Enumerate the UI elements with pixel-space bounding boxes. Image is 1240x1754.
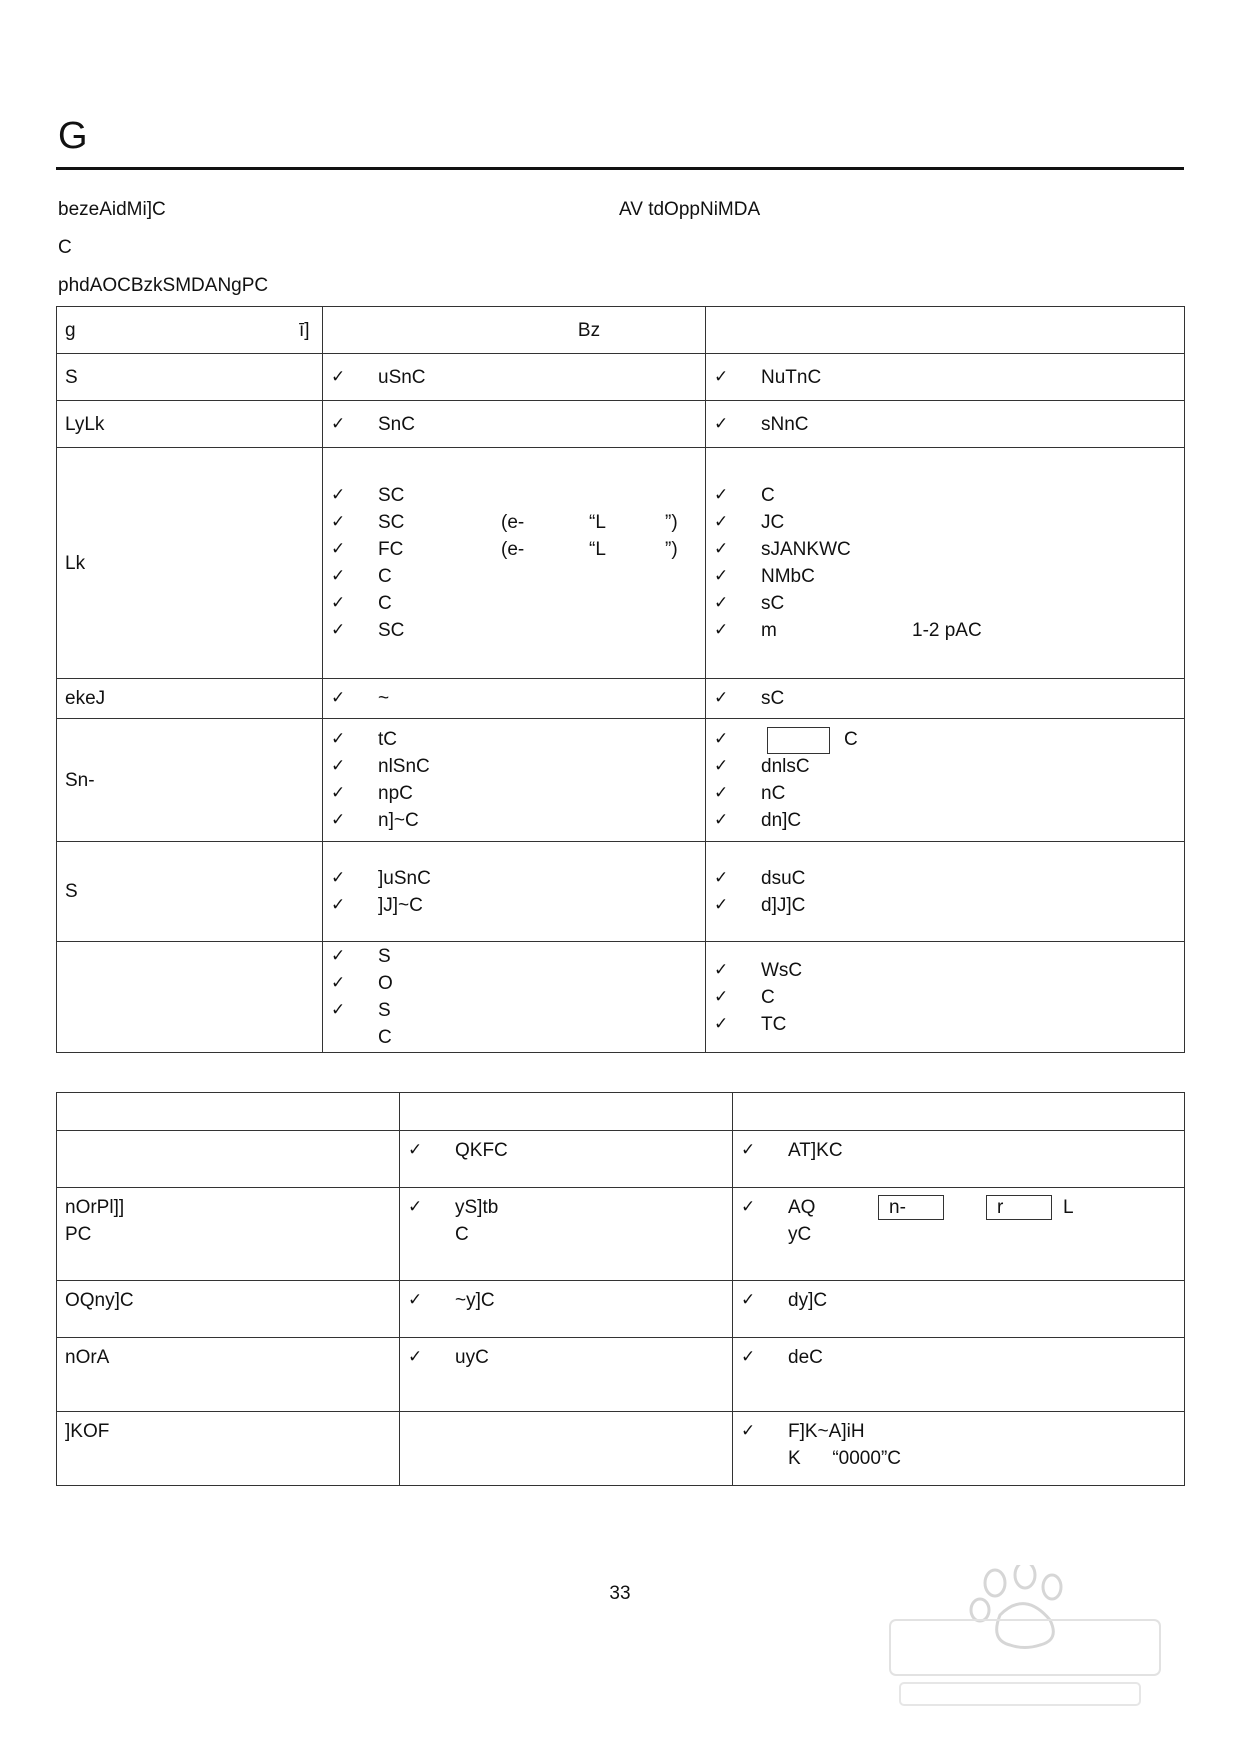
item-text: sC xyxy=(761,688,785,709)
item-note: ”) xyxy=(665,512,678,533)
item-text: SC xyxy=(378,620,405,641)
item-text: C xyxy=(761,986,775,1008)
check-icon: ✓ xyxy=(331,729,346,749)
list-item xyxy=(741,1418,1178,1445)
page-heading: G xyxy=(58,115,88,157)
list-item xyxy=(714,1011,1178,1038)
comparison-table-1 xyxy=(56,306,1185,1053)
item-text: yC xyxy=(788,1224,812,1245)
list-item xyxy=(331,509,699,536)
item-text: L xyxy=(1063,1197,1074,1218)
check-icon: ✓ xyxy=(714,539,729,559)
check-icon: ✓ xyxy=(714,867,729,888)
table-row xyxy=(57,401,1185,448)
item-text: SnC xyxy=(378,413,415,435)
list-item-continuation xyxy=(408,1221,726,1248)
check-icon: ✓ xyxy=(408,1290,423,1310)
item-note: ”) xyxy=(665,539,678,560)
item-text: C xyxy=(761,485,775,506)
row-col3 xyxy=(706,942,1185,1053)
item-text: n]~C xyxy=(378,810,419,831)
row-col3 xyxy=(733,1281,1185,1338)
item-text: m xyxy=(761,620,777,641)
row-col3 xyxy=(706,448,1185,679)
check-icon: ✓ xyxy=(331,485,346,505)
list-item xyxy=(714,563,1178,590)
row-label xyxy=(57,1131,400,1188)
check-icon: ✓ xyxy=(331,894,346,915)
check-icon: ✓ xyxy=(331,620,346,640)
item-text: S xyxy=(378,946,391,967)
row-label: Lk xyxy=(57,448,323,679)
table-row xyxy=(57,448,1185,679)
list-item xyxy=(331,685,699,712)
check-icon: ✓ xyxy=(331,539,346,559)
intro-line-1: bezeAidMi]C xyxy=(58,199,166,220)
row-label: OQny]C xyxy=(57,1281,400,1338)
item-text: ~ xyxy=(378,688,390,709)
table-row xyxy=(57,1338,1185,1412)
row-col3 xyxy=(733,1131,1185,1188)
list-item xyxy=(408,1194,726,1221)
item-text: K “0000”C xyxy=(788,1448,901,1469)
row-label: Sn- xyxy=(57,719,323,842)
list-item xyxy=(741,1194,1178,1221)
item-text: ~y]C xyxy=(455,1290,495,1311)
list-item xyxy=(408,1287,726,1314)
table-row xyxy=(57,942,1185,1053)
list-item xyxy=(408,1137,726,1164)
check-icon: ✓ xyxy=(331,566,346,586)
row-col2 xyxy=(400,1131,733,1188)
table-row xyxy=(57,1131,1185,1188)
comparison-table-2 xyxy=(56,1092,1185,1486)
intro-line-1-right: AV tdOppNiMDA xyxy=(619,199,761,220)
row-col2 xyxy=(323,354,706,401)
check-icon: ✓ xyxy=(741,1197,756,1217)
item-note: (e- xyxy=(501,512,525,533)
list-item xyxy=(331,590,699,617)
row-col2 xyxy=(323,842,706,942)
check-icon: ✓ xyxy=(714,894,729,915)
boxed-field: n- xyxy=(878,1195,944,1220)
item-text: WsC xyxy=(761,959,803,981)
check-icon: ✓ xyxy=(331,1000,346,1020)
row-label xyxy=(57,1188,400,1281)
check-icon: ✓ xyxy=(741,1140,756,1160)
list-item xyxy=(714,726,1178,753)
header-cell-2 xyxy=(400,1093,733,1131)
heading-rule xyxy=(56,167,1184,170)
item-text: dn]C xyxy=(761,810,802,831)
item-note: “L xyxy=(589,512,606,533)
list-item xyxy=(331,536,699,563)
item-text: AT]KC xyxy=(788,1140,843,1161)
check-icon: ✓ xyxy=(714,1013,729,1034)
check-icon: ✓ xyxy=(714,485,729,505)
row-col3 xyxy=(706,719,1185,842)
list-item xyxy=(331,997,699,1024)
row-label: LyLk xyxy=(57,401,323,448)
list-item xyxy=(714,892,1178,919)
check-icon: ✓ xyxy=(714,783,729,803)
item-text: C xyxy=(378,1027,392,1048)
row-label: ekeJ xyxy=(57,679,323,719)
list-item xyxy=(714,617,1178,644)
check-icon: ✓ xyxy=(331,867,346,888)
row-col2 xyxy=(323,401,706,448)
row-col3 xyxy=(733,1412,1185,1486)
list-item xyxy=(714,753,1178,780)
list-item xyxy=(331,753,699,780)
header-mark: ī] xyxy=(299,320,310,341)
header-cell-1-text: g xyxy=(65,319,76,341)
check-icon: ✓ xyxy=(714,366,729,387)
item-text: C xyxy=(455,1224,469,1245)
row-label: ]KOF xyxy=(57,1412,400,1486)
item-text: uSnC xyxy=(378,366,426,388)
item-text: tC xyxy=(378,729,397,750)
item-text: ]uSnC xyxy=(378,867,431,889)
item-text: deC xyxy=(788,1347,823,1368)
list-item xyxy=(331,943,699,970)
check-icon: ✓ xyxy=(714,756,729,776)
row-col2 xyxy=(323,719,706,842)
header-cell-1 xyxy=(57,1093,400,1131)
item-text: AQ xyxy=(788,1197,816,1218)
item-text: dsuC xyxy=(761,867,806,889)
check-icon: ✓ xyxy=(714,566,729,586)
list-item-continuation xyxy=(741,1445,1178,1472)
list-item xyxy=(714,984,1178,1011)
check-icon: ✓ xyxy=(331,366,346,387)
item-text: C xyxy=(378,566,392,587)
item-text: dy]C xyxy=(788,1290,828,1311)
item-text: npC xyxy=(378,783,413,804)
list-item xyxy=(741,1287,1178,1314)
item-text: d]J]C xyxy=(761,894,806,916)
item-text: NuTnC xyxy=(761,366,822,388)
check-icon: ✓ xyxy=(331,593,346,613)
check-icon: ✓ xyxy=(331,512,346,532)
check-icon: ✓ xyxy=(331,413,346,434)
item-text: yS]tb xyxy=(455,1197,499,1218)
check-icon: ✓ xyxy=(408,1347,423,1367)
table-row xyxy=(57,354,1185,401)
row-col3 xyxy=(706,679,1185,719)
row-col2 xyxy=(323,679,706,719)
item-note: “L xyxy=(589,539,606,560)
list-item xyxy=(714,865,1178,892)
check-icon: ✓ xyxy=(741,1347,756,1367)
list-item xyxy=(331,780,699,807)
list-item xyxy=(714,482,1178,509)
check-icon: ✓ xyxy=(714,986,729,1007)
header-cell-2-text: Bz xyxy=(577,319,601,341)
table-header-row xyxy=(57,1093,1185,1131)
item-text: uyC xyxy=(455,1347,489,1368)
row-col3 xyxy=(733,1188,1185,1281)
list-item xyxy=(331,807,699,834)
item-text: NMbC xyxy=(761,566,815,587)
check-icon: ✓ xyxy=(714,688,729,708)
check-icon: ✓ xyxy=(331,756,346,776)
row-col3 xyxy=(706,842,1185,942)
list-item xyxy=(714,780,1178,807)
list-item xyxy=(714,957,1178,984)
blank-box xyxy=(767,727,830,754)
row-col2 xyxy=(323,448,706,679)
header-cell-2 xyxy=(323,307,706,354)
list-item xyxy=(714,590,1178,617)
row-label-line: nOrPl]] xyxy=(65,1197,125,1218)
item-text: sJANKWC xyxy=(761,539,851,560)
list-item xyxy=(331,364,699,391)
list-item xyxy=(741,1344,1178,1371)
item-text: dnlsC xyxy=(761,756,810,777)
list-item xyxy=(331,726,699,753)
table-row xyxy=(57,719,1185,842)
check-icon: ✓ xyxy=(714,959,729,980)
row-label: S xyxy=(57,842,323,942)
item-note: (e- xyxy=(501,539,525,560)
check-icon: ✓ xyxy=(408,1197,423,1217)
list-item xyxy=(714,536,1178,563)
table-row xyxy=(57,1188,1185,1281)
item-text: SC xyxy=(378,485,405,506)
list-item xyxy=(331,482,699,509)
item-text: SC xyxy=(378,512,405,533)
item-text: JC xyxy=(761,512,785,533)
list-item xyxy=(331,617,699,644)
list-item xyxy=(331,865,699,892)
item-note: 1-2 pAC xyxy=(912,620,982,641)
item-text: C xyxy=(844,729,858,750)
list-item xyxy=(331,411,699,438)
item-text: sNnC xyxy=(761,413,809,435)
row-col2 xyxy=(400,1412,733,1486)
row-col3 xyxy=(706,401,1185,448)
item-text: nlSnC xyxy=(378,756,430,777)
item-text: C xyxy=(378,593,392,614)
item-text: F]K~A]iH xyxy=(788,1421,865,1442)
list-item-continuation xyxy=(741,1221,1178,1248)
table-row xyxy=(57,842,1185,942)
list-item xyxy=(714,685,1178,712)
check-icon: ✓ xyxy=(714,512,729,532)
check-icon: ✓ xyxy=(714,620,729,640)
check-icon: ✓ xyxy=(714,810,729,830)
item-text: O xyxy=(378,973,393,994)
list-item xyxy=(714,807,1178,834)
watermark-logo xyxy=(880,1565,1180,1715)
check-icon: ✓ xyxy=(741,1290,756,1310)
list-item xyxy=(331,970,699,997)
boxed-field: r xyxy=(986,1195,1052,1220)
row-col2 xyxy=(400,1281,733,1338)
header-cell-3 xyxy=(706,307,1185,354)
check-icon: ✓ xyxy=(331,783,346,803)
item-text: QKFC xyxy=(455,1140,508,1161)
row-label: nOrA xyxy=(57,1338,400,1412)
intro-line-3: phdAOCBzkSMDANgPC xyxy=(58,275,269,296)
item-text: TC xyxy=(761,1013,787,1035)
row-col2 xyxy=(323,942,706,1053)
list-item xyxy=(714,364,1178,391)
check-icon: ✓ xyxy=(408,1140,423,1160)
list-item xyxy=(331,563,699,590)
check-icon: ✓ xyxy=(714,729,729,749)
item-text: ]J]~C xyxy=(378,894,423,916)
table-row xyxy=(57,1281,1185,1338)
intro-line-2: C xyxy=(58,237,72,258)
list-item xyxy=(714,411,1178,438)
check-icon: ✓ xyxy=(331,973,346,993)
row-col3 xyxy=(706,354,1185,401)
page-number: 33 xyxy=(609,1583,631,1604)
table-row xyxy=(57,1412,1185,1486)
check-icon: ✓ xyxy=(331,946,346,966)
row-label xyxy=(57,942,323,1053)
row-label-line: PC xyxy=(65,1224,92,1245)
item-text: S xyxy=(378,1000,391,1021)
header-cell-1 xyxy=(57,307,323,354)
row-col2 xyxy=(400,1188,733,1281)
list-item xyxy=(408,1344,726,1371)
list-item xyxy=(714,509,1178,536)
row-col2 xyxy=(400,1338,733,1412)
list-item xyxy=(741,1137,1178,1164)
item-text: nC xyxy=(761,783,786,804)
list-item-continuation xyxy=(331,1024,699,1051)
row-label: S xyxy=(57,354,323,401)
table-row xyxy=(57,679,1185,719)
row-col3 xyxy=(733,1338,1185,1412)
check-icon: ✓ xyxy=(331,688,346,708)
check-icon: ✓ xyxy=(714,413,729,434)
check-icon: ✓ xyxy=(714,593,729,613)
list-item xyxy=(331,892,699,919)
check-icon: ✓ xyxy=(741,1421,756,1441)
check-icon: ✓ xyxy=(331,810,346,830)
table-header-row xyxy=(57,307,1185,354)
item-text: FC xyxy=(378,539,404,560)
item-text: sC xyxy=(761,593,785,614)
header-cell-3 xyxy=(733,1093,1185,1131)
